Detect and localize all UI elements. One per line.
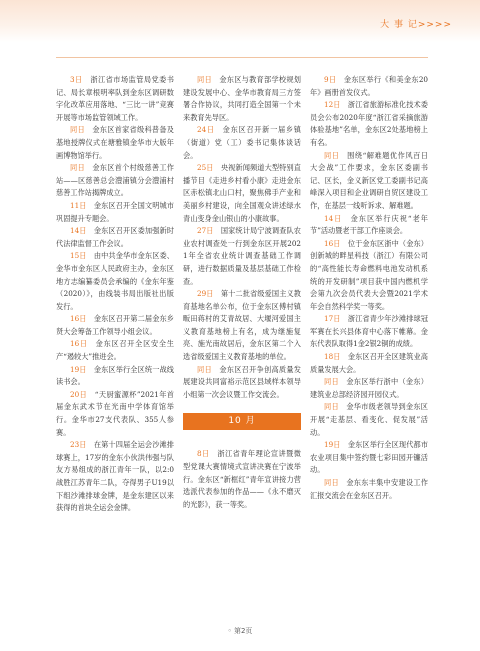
chronicle-entry bbox=[56, 364, 174, 389]
column-3 bbox=[310, 74, 428, 502]
entry-text: 国家统计局宁波调查队农业农村调查处一行到金东区开展2021年全省农业统计调查基础工作调研，进行数据质量及基层基础工作检查。 bbox=[183, 226, 301, 286]
chronicle-entry bbox=[310, 213, 428, 238]
chronicle-entry bbox=[310, 150, 428, 213]
entry-text: 金东区与教育部学校规划建设发展中心、金华市教育局三方签署合作协议，共同打造全国第一个未来教育先导区。 bbox=[183, 75, 301, 122]
entry-text: 金东东丰集中安建设工作汇报交流会在金东区召开。 bbox=[310, 478, 428, 500]
chronicle-entry bbox=[56, 389, 174, 439]
entry-text: 由中共金华市金东区委、金华市金东区人民政府主办，金东区地方志编纂委员会承编的《金东年鉴（2020）》，由线装书局出版社出版发行。 bbox=[56, 251, 174, 311]
entry-text: 位于金东区浙中（金东）创新城的畔星科技（浙江）有限公司的“高性能长寿命燃料电池发动机系统的开发研制”项目获中国内燃机学会第九次会员代表大会暨2021学术年会自然科学奖一等奖。 bbox=[310, 238, 428, 311]
chronicle-entry bbox=[56, 124, 174, 162]
entry-text: 央视新闻频道大型特别直播节目《走进乡村看小康》走进金东区赤松镇北山口村，聚焦佛手产业和美丽乡村建设，向全国观众讲述绿水青山变身金山银山的小康故事。 bbox=[183, 163, 301, 223]
entry-date: 23日 bbox=[70, 440, 87, 450]
chronicle-entry bbox=[310, 99, 428, 149]
entry-text: 浙江省市场监管局党委书记、局长章根明率队到金东区调研数字化改革应用落地、“三比一讲”竞赛开展等市场监管领域工作。 bbox=[56, 75, 174, 122]
entry-text: 金东区召开全国文明城市巩固提升专题会。 bbox=[56, 200, 174, 223]
column-2 bbox=[183, 74, 301, 511]
chronicle-entry bbox=[183, 288, 301, 364]
entry-text: 金东区召开争创高质量发展建设共同富裕示范区县域样本领导小组第一次会议暨工作交流会。 bbox=[183, 364, 301, 399]
chronicle-entry bbox=[310, 74, 428, 99]
chronicle-entry bbox=[183, 162, 301, 225]
entry-date: 12日 bbox=[324, 100, 341, 110]
chronicle-entry bbox=[183, 74, 301, 124]
chronicle-columns bbox=[56, 74, 428, 594]
chronicle-entry bbox=[310, 477, 428, 502]
chronicle-entry bbox=[56, 74, 174, 124]
month-banner: 10 月 bbox=[183, 413, 301, 430]
entry-date: 29日 bbox=[197, 289, 214, 299]
entry-text: 金东区首个村级慈善工作站——区慈善总会澧浦镇分会澧浦村慈善工作站揭牌成立。 bbox=[56, 163, 174, 198]
entry-text: 金东区召开区委加强新时代法律监督工作会议。 bbox=[56, 226, 174, 248]
entry-text: 第十二批省级爱国主义教育基地名单公布，位于金东区傅村镇畈田蒋村的艾青故居、大堰河爱国主义教育基地榜上有名，成为继施复亮、施光南故居后，金东区第二个入选省级爱国主义教育基地的单位。 bbox=[183, 289, 301, 362]
chronicle-entry bbox=[56, 162, 174, 200]
entry-date: 同日 bbox=[70, 163, 85, 173]
entry-text: 金东区举行庆祝“老年节”活动暨老干部工作座谈会。 bbox=[310, 213, 428, 236]
entry-date: 同日 bbox=[324, 150, 340, 160]
entry-text: “天厨蜜源杯”2021年首届金东武术节在光南中学体育馆举行。金华市27支代表队、355人参赛。 bbox=[56, 389, 174, 437]
entry-date: 16日 bbox=[70, 339, 88, 349]
entry-date: 25日 bbox=[197, 163, 214, 173]
entry-text: 金东区召开全区安全生产“遏较大”推进会。 bbox=[56, 339, 174, 362]
chronicle-entry bbox=[183, 448, 301, 511]
entry-text: 金东区首家省级科普备及基地授牌仪式在塘雅镇金华市大版年画博物馆举行。 bbox=[56, 125, 174, 160]
chronicle-entry bbox=[56, 200, 174, 225]
chronicle-entry bbox=[310, 238, 428, 314]
entry-date: 19日 bbox=[324, 440, 341, 450]
column-1 bbox=[56, 74, 174, 515]
entry-date: 19日 bbox=[70, 364, 87, 374]
entry-date: 同日 bbox=[324, 377, 339, 387]
entry-date: 15日 bbox=[70, 251, 87, 261]
chronicle-entry bbox=[183, 124, 301, 162]
entry-date: 同日 bbox=[324, 402, 339, 412]
entry-date: 3日 bbox=[70, 75, 83, 84]
chronicle-entry bbox=[56, 338, 174, 363]
chronicle-entry bbox=[183, 364, 301, 402]
entry-text: 在第十四届全运会沙滩排球赛上，17岁的金东小伙洪伟强与队友方易组成的浙江青年一队，以2:0战胜江苏青年二队，夺得男子U19以下组沙滩排球金牌，是金东建区以来获得的首块全运会金牌。 bbox=[56, 440, 174, 513]
entry-text: 金东区召开新一届乡镇（街道）党（工）委书记集体谈话会。 bbox=[183, 125, 301, 160]
entry-date: 同日 bbox=[197, 364, 212, 374]
entry-date: 同日 bbox=[197, 75, 212, 84]
entry-text: 浙江省青少年沙滩排球冠军赛在长兴县体育中心落下帷幕。金东代表队取得1金2银2铜的成绩。 bbox=[310, 314, 428, 349]
entry-text: 金东区举行全区现代都市农业项目集中签约暨七彩田园开镰活动。 bbox=[310, 440, 428, 475]
header-divider bbox=[56, 57, 428, 58]
chronicle-entry bbox=[310, 439, 428, 477]
entry-text: 金东区召开全区建筑业高质量发展大会。 bbox=[310, 352, 428, 374]
chronicle-entry bbox=[310, 401, 428, 439]
page-footer: ◦ 第2页 bbox=[227, 627, 253, 635]
chronicle-entry bbox=[310, 313, 428, 351]
entry-text: 浙江省旅游标准化技术委员会公布2020年度“浙江省采摘旅游体验基地”名单，金东区2处基地榜上有名。 bbox=[310, 100, 428, 147]
chronicle-entry bbox=[56, 313, 174, 338]
entry-date: 20日 bbox=[70, 389, 88, 399]
entry-text: 金东区举行《和美金东20年》画册首发仪式。 bbox=[310, 75, 428, 97]
entry-date: 11日 bbox=[70, 200, 87, 210]
entry-text: 围绕“解难题优作风百日大会战”工作要求，金东区委副书记、区长，金义新区党工委副书记高峰深入项目和企业调研自贸区建设工作，在基层一线听诉求、解难题。 bbox=[310, 150, 428, 210]
entry-text: 金华市级老领导到金东区开展“走基层、看变化、促发展”活动。 bbox=[310, 402, 428, 437]
entry-text: 金东区召开第二届金东乡贤大会筹备工作领导小组会议。 bbox=[56, 314, 174, 336]
entry-text: 金东区举行浙中（金东）建筑业总部经济园开园仪式。 bbox=[310, 377, 428, 399]
entry-date: 27日 bbox=[197, 226, 214, 236]
entry-date: 同日 bbox=[70, 125, 85, 135]
entry-date: 16日 bbox=[324, 238, 341, 248]
entry-text: 金东区举行全区统一战线读书会。 bbox=[56, 364, 174, 387]
chronicle-entry bbox=[56, 439, 174, 515]
chronicle-entry bbox=[56, 250, 174, 313]
chronicle-entry bbox=[183, 225, 301, 288]
entry-date: 17日 bbox=[324, 314, 341, 324]
entry-date: 9日 bbox=[324, 75, 337, 84]
chronicle-entry bbox=[310, 351, 428, 376]
entry-date: 18日 bbox=[324, 352, 341, 362]
entry-date: 8日 bbox=[197, 449, 210, 459]
chronicle-entry bbox=[56, 225, 174, 250]
entry-date: 24日 bbox=[197, 125, 215, 135]
entry-date: 14日 bbox=[70, 226, 87, 236]
entry-date: 16日 bbox=[70, 314, 87, 324]
chronicle-entry bbox=[310, 376, 428, 401]
entry-text: 浙江省青年理论宣讲暨微型党课大赛情境式宣讲决赛在宁波举行。金东区“新框红”青年宣讲接力营选派代表参加的作品——《永不磨灭的光影》，获一等奖。 bbox=[183, 449, 301, 509]
section-title: 大 事 记>>>> bbox=[380, 20, 452, 30]
entry-date: 14日 bbox=[324, 213, 343, 223]
entry-date: 同日 bbox=[324, 478, 339, 487]
